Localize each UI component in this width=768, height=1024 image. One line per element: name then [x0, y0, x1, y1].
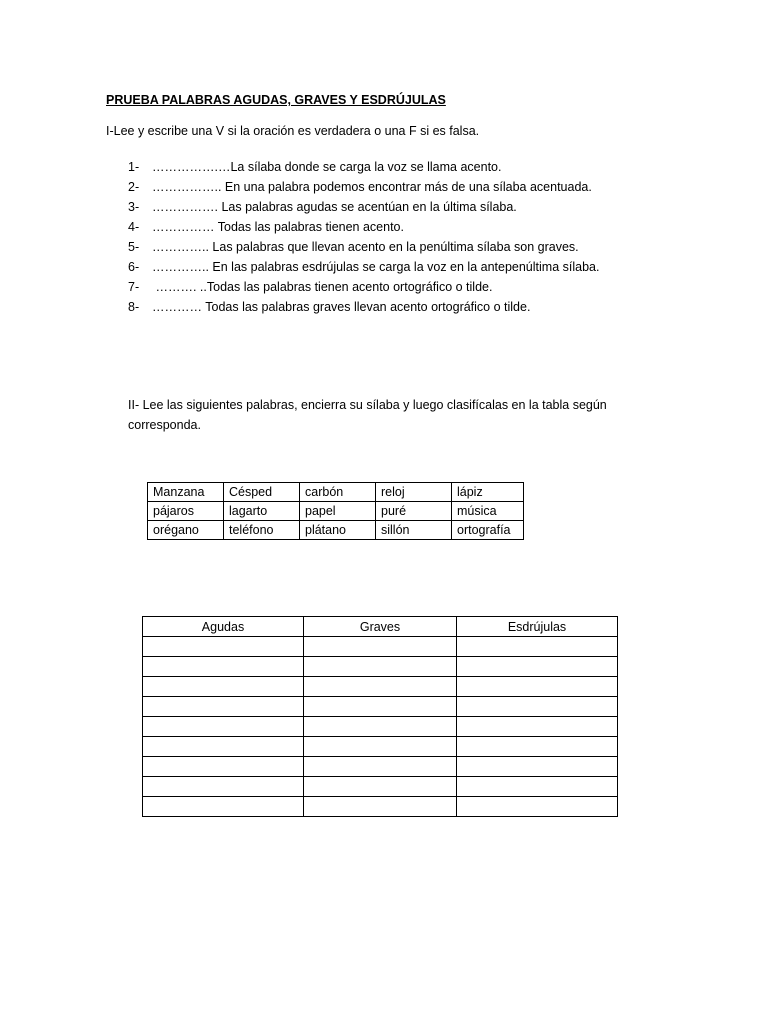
- word-cell: sillón: [376, 521, 452, 540]
- list-item: [128, 157, 599, 177]
- column-header-agudas: Agudas: [143, 617, 304, 637]
- item-number: 2-: [128, 180, 140, 194]
- item-number: 6-: [128, 260, 140, 274]
- column-header-graves: Graves: [304, 617, 457, 637]
- answer-cell[interactable]: [143, 637, 304, 657]
- table-row: [143, 657, 618, 677]
- item-text: …………….…La sílaba donde se carga la voz se llama acento.: [152, 160, 502, 174]
- answer-cell[interactable]: [457, 757, 618, 777]
- item-number: 3-: [128, 200, 140, 214]
- list-item: [128, 217, 599, 237]
- answer-cell[interactable]: [304, 797, 457, 817]
- answer-cell[interactable]: [457, 697, 618, 717]
- item-number: 1-: [128, 160, 140, 174]
- answer-cell[interactable]: [457, 777, 618, 797]
- answer-cell[interactable]: [304, 697, 457, 717]
- answer-cell[interactable]: [457, 717, 618, 737]
- answer-cell[interactable]: [143, 737, 304, 757]
- word-cell: papel: [300, 502, 376, 521]
- table-row: [143, 637, 618, 657]
- table-row: [148, 521, 524, 540]
- word-cell: carbón: [300, 483, 376, 502]
- word-cell: Césped: [224, 483, 300, 502]
- answer-cell[interactable]: [457, 797, 618, 817]
- table-row: [143, 697, 618, 717]
- list-item: [128, 277, 599, 297]
- table-row: [143, 717, 618, 737]
- table-row: [143, 797, 618, 817]
- item-number: 4-: [128, 220, 140, 234]
- answer-cell[interactable]: [304, 717, 457, 737]
- item-number: 5-: [128, 240, 140, 254]
- word-cell: puré: [376, 502, 452, 521]
- list-item: [128, 237, 599, 257]
- word-cell: música: [452, 502, 524, 521]
- answer-cell[interactable]: [143, 677, 304, 697]
- word-cell: ortografía: [452, 521, 524, 540]
- table-row: [148, 502, 524, 521]
- answer-cell[interactable]: [457, 657, 618, 677]
- item-text: ……………. Las palabras agudas se acentúan en la última sílaba.: [152, 200, 517, 214]
- word-cell: plátano: [300, 521, 376, 540]
- item-number: 7-: [128, 280, 140, 294]
- answer-cell[interactable]: [143, 717, 304, 737]
- section-2-instruction: II- Lee las siguientes palabras, encierra su sílaba y luego clasifícalas en la tabla según corresponda.: [128, 398, 607, 432]
- answer-cell[interactable]: [143, 777, 304, 797]
- table-row: [143, 677, 618, 697]
- word-cell: pájaros: [148, 502, 224, 521]
- column-header-esdrujulas: Esdrújulas: [457, 617, 618, 637]
- true-false-list: [128, 157, 599, 317]
- section-1-instruction: I-Lee y escribe una V si la oración es verdadera o una F si es falsa.: [106, 124, 480, 138]
- word-table: [147, 482, 524, 540]
- item-text: …………… Todas las palabras tienen acento.: [152, 220, 404, 234]
- word-cell: Manzana: [148, 483, 224, 502]
- table-row: [143, 777, 618, 797]
- item-number: 8-: [128, 300, 140, 314]
- word-cell: lagarto: [224, 502, 300, 521]
- item-text: ………. ..Todas las palabras tienen acento ortográfico o tilde.: [152, 280, 493, 294]
- classification-table: [142, 616, 618, 817]
- list-item: [128, 257, 599, 277]
- list-item: [128, 197, 599, 217]
- table-row: [143, 737, 618, 757]
- answer-cell[interactable]: [304, 677, 457, 697]
- word-cell: reloj: [376, 483, 452, 502]
- answer-cell[interactable]: [304, 777, 457, 797]
- list-item: [128, 297, 599, 317]
- answer-cell[interactable]: [304, 737, 457, 757]
- answer-cell[interactable]: [457, 737, 618, 757]
- answer-cell[interactable]: [143, 757, 304, 777]
- answer-cell[interactable]: [143, 657, 304, 677]
- table-row: [148, 483, 524, 502]
- item-text: ………… Todas las palabras graves llevan acento ortográfico o tilde.: [152, 300, 531, 314]
- answer-cell[interactable]: [457, 677, 618, 697]
- answer-cell[interactable]: [143, 797, 304, 817]
- answer-cell[interactable]: [304, 657, 457, 677]
- item-text: ………….. Las palabras que llevan acento en la penúltima sílaba son graves.: [152, 240, 579, 254]
- word-cell: lápiz: [452, 483, 524, 502]
- table-header-row: [143, 617, 618, 637]
- item-text: ………….. En las palabras esdrújulas se carga la voz en la antepenúltima sílaba.: [152, 260, 600, 274]
- answer-cell[interactable]: [143, 697, 304, 717]
- answer-cell[interactable]: [457, 637, 618, 657]
- list-item: [128, 177, 599, 197]
- answer-cell[interactable]: [304, 757, 457, 777]
- answer-cell[interactable]: [304, 637, 457, 657]
- word-cell: orégano: [148, 521, 224, 540]
- item-text: …………….. En una palabra podemos encontrar más de una sílaba acentuada.: [152, 180, 592, 194]
- table-row: [143, 757, 618, 777]
- word-cell: teléfono: [224, 521, 300, 540]
- page-title: PRUEBA PALABRAS AGUDAS, GRAVES Y ESDRÚJULAS: [106, 93, 446, 107]
